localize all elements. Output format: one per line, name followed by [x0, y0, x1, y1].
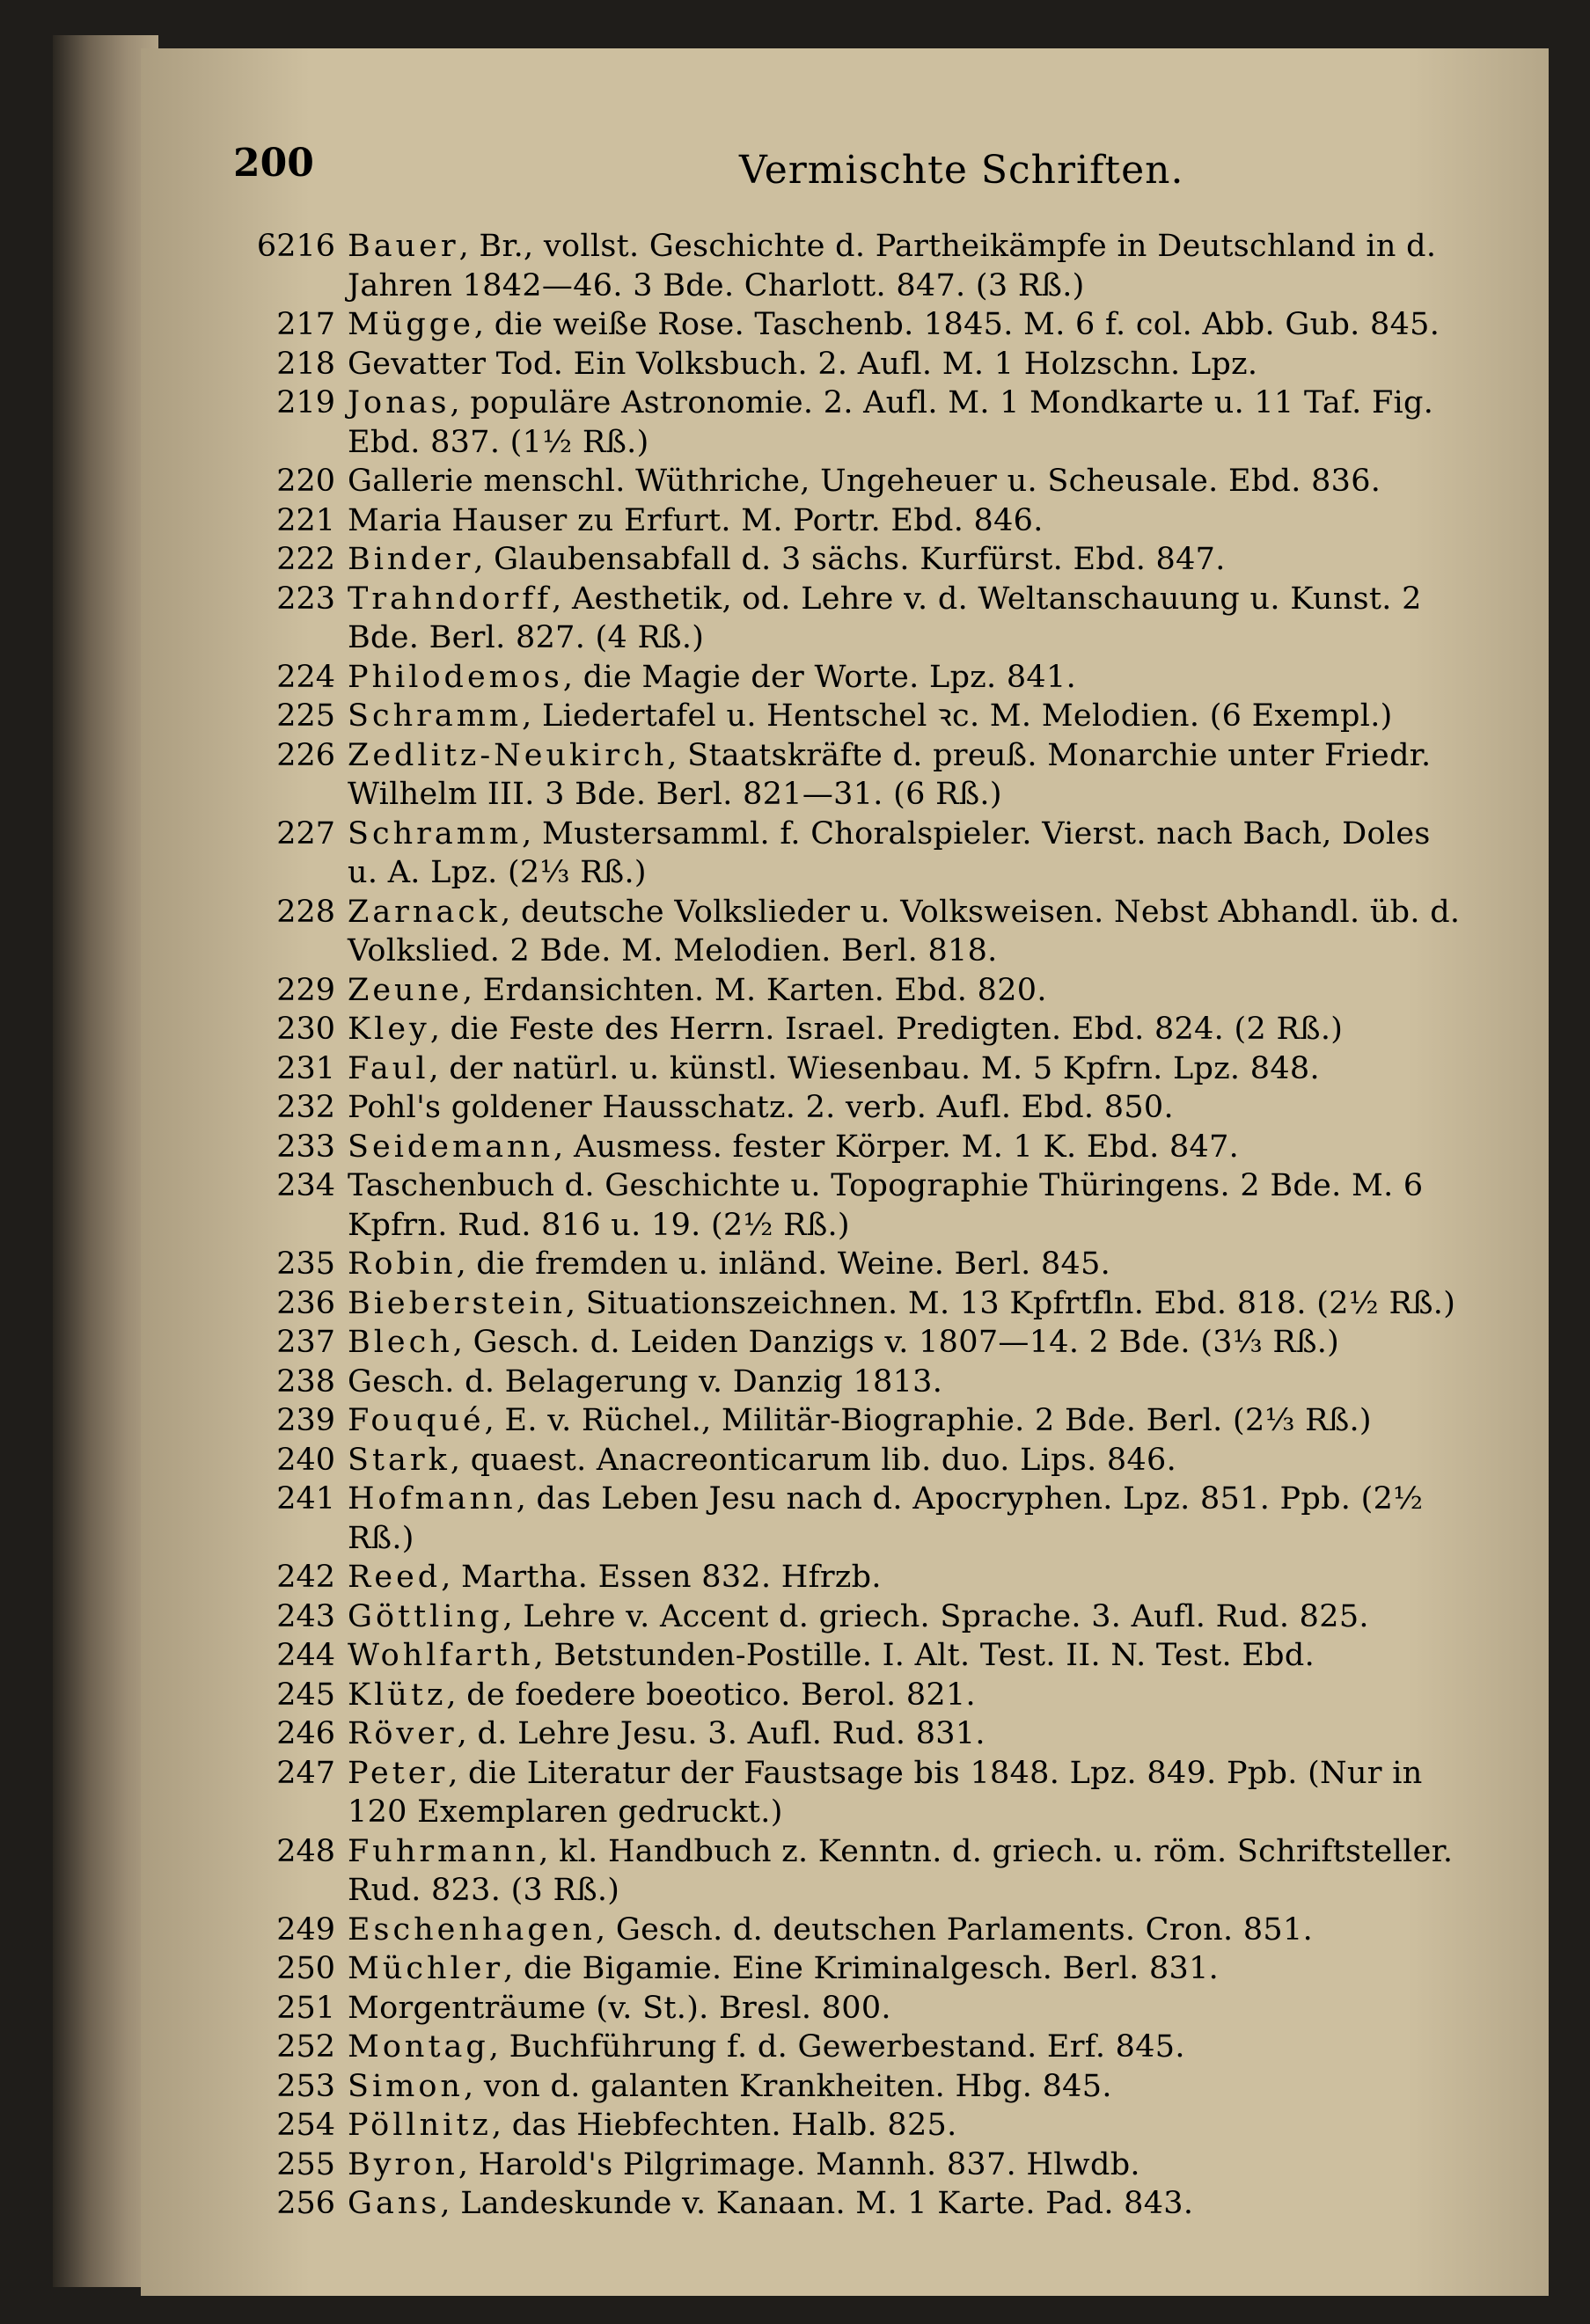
catalog-entry	[276, 1401, 1461, 1441]
entry-text	[348, 736, 1461, 815]
entry-number: 253	[276, 2068, 335, 2104]
entry-number: 235	[276, 1246, 335, 1282]
running-head: Vermischte Schriften.	[739, 148, 1184, 193]
catalog-entry	[276, 1245, 1461, 1284]
catalog-entry	[276, 1010, 1461, 1049]
entry-number: 240	[276, 1442, 335, 1478]
entry-number: 247	[276, 1755, 335, 1791]
entry-number: 256	[276, 2186, 335, 2221]
catalog-entry	[276, 2184, 1461, 2224]
catalog-entry	[276, 1128, 1461, 1167]
entry-description: , von d. galanten Krankheiten. Hbg. 845.	[463, 2068, 1112, 2104]
catalog-entry	[276, 815, 1461, 893]
entry-description: , Lehre v. Accent d. griech. Sprache. 3. Aufl. Rud. 825.	[502, 1598, 1369, 1634]
entry-author: Binder	[348, 542, 474, 577]
entry-text	[348, 384, 1461, 462]
entry-description: , die fremden u. inländ. Weine. Berl. 845.	[456, 1246, 1111, 1282]
entry-description: Gesch. d. Belagerung v. Danzig 1813.	[348, 1363, 943, 1400]
entry-description: Taschenbuch d. Geschichte u. Topographie Thüringens. 2 Bde. M. 6 Kpfrn. Rud. 816 u. 19. (2½ Rß.)	[348, 1168, 1433, 1243]
entry-author: Zeune	[348, 972, 463, 1008]
entry-author: Pöllnitz	[348, 2108, 492, 2143]
entry-description: , Erdansichten. M. Karten. Ebd. 820.	[462, 972, 1047, 1008]
entry-description: , Buchführung f. d. Gewerbestand. Erf. 845.	[488, 2029, 1185, 2065]
entry-author: Simon	[348, 2068, 464, 2104]
entry-number: 251	[276, 1990, 335, 2026]
entry-text	[348, 1911, 1461, 1950]
entry-author: Eschenhagen	[348, 1911, 596, 1948]
entry-text	[348, 1284, 1461, 1324]
entry-number: 228	[276, 894, 335, 930]
entry-number: 227	[276, 815, 335, 851]
entry-number: 236	[276, 1285, 335, 1321]
entry-number: 255	[276, 2146, 335, 2182]
entry-description: , Gesch. d. deutschen Parlaments. Cron. 851.	[595, 1911, 1313, 1948]
entry-description: Gevatter Tod. Ein Volksbuch. 2. Aufl. M. 1 Holzschn. Lpz.	[348, 346, 1258, 382]
entry-description: , deutsche Volkslieder u. Volksweisen. Nebst Abhandl. üb. d. Volkslied. 2 Bde. M. Melodien. Berl. 818.	[348, 894, 1470, 968]
catalog-entry	[276, 1676, 1461, 1715]
entry-number: 231	[276, 1050, 335, 1086]
entry-text	[348, 227, 1461, 305]
entry-text	[348, 971, 1461, 1011]
catalog-entry	[276, 1480, 1461, 1558]
entry-number: 250	[276, 1951, 335, 1986]
entry-description: Gallerie menschl. Wüthriche, Ungeheuer u. Scheusale. Ebd. 836.	[348, 464, 1381, 499]
entry-number: 224	[276, 659, 335, 695]
catalog-entry	[276, 2145, 1461, 2185]
catalog-entry	[276, 1166, 1461, 1245]
catalog-entry	[276, 540, 1461, 580]
entry-text	[348, 1010, 1461, 1049]
entry-description: , quaest. Anacreonticarum lib. duo. Lips. 846.	[450, 1442, 1177, 1478]
entry-author: Kley	[348, 1012, 430, 1047]
entry-author: Mügge	[348, 307, 474, 342]
entry-description: , der natürl. u. künstl. Wiesenbau. M. 5 Kpfrn. Lpz. 848.	[429, 1050, 1320, 1086]
entry-number: 219	[276, 385, 335, 420]
catalog-entry	[276, 1989, 1461, 2028]
entry-description: , Harold's Pilgrimage. Mannh. 837. Hlwdb.	[458, 2146, 1140, 2182]
entry-author: Fouqué	[348, 1403, 485, 1438]
entry-author: Hofmann	[348, 1481, 517, 1516]
entry-description: , d. Lehre Jesu. 3. Aufl. Rud. 831.	[457, 1716, 986, 1751]
entry-description: , die Bigamie. Eine Kriminalgesch. Berl. 831.	[503, 1951, 1220, 1986]
entry-text	[348, 1597, 1461, 1637]
entry-text	[348, 501, 1461, 541]
entry-description: , Mustersamml. f. Choralspieler. Vierst. nach Bach, Doles u. A. Lpz. (2⅓ Rß.)	[348, 815, 1441, 890]
entry-number: 238	[276, 1363, 335, 1400]
entry-description: , populäre Astronomie. 2. Aufl. M. 1 Mondkarte u. 11 Taf. Fig. Ebd. 837. (1½ Rß.)	[348, 385, 1444, 460]
entry-text	[348, 1949, 1461, 1989]
entry-description: , Aesthetik, od. Lehre v. d. Weltanschauung u. Kunst. 2 Bde. Berl. 827. (4 Rß.)	[348, 581, 1432, 655]
entry-author: Trahndorff	[348, 581, 553, 617]
entry-number: 217	[276, 307, 335, 342]
entry-text	[348, 540, 1461, 580]
entry-text	[348, 1754, 1461, 1832]
entry-author: Schramm	[348, 698, 523, 734]
catalog-entry	[276, 1049, 1461, 1089]
catalog-entry	[276, 1363, 1461, 1402]
catalog-entry	[276, 1088, 1461, 1128]
page-number: 200	[233, 141, 314, 186]
entry-text	[348, 1480, 1461, 1558]
entry-text	[348, 1245, 1461, 1284]
entry-description: , das Hiebfechten. Halb. 825.	[491, 2108, 957, 2143]
entry-author: Gans	[348, 2186, 441, 2221]
entry-number: 233	[276, 1129, 335, 1165]
catalog-entry	[276, 2106, 1461, 2145]
entry-number: 237	[276, 1325, 335, 1360]
entry-text	[348, 815, 1461, 893]
entry-author: Wohlfarth	[348, 1638, 534, 1673]
entry-number: 226	[276, 737, 335, 773]
entry-description: , E. v. Rüchel., Militär-Biographie. 2 Bde. Berl. (2⅓ Rß.)	[484, 1403, 1372, 1438]
catalog-entry	[276, 1597, 1461, 1637]
entry-author: Montag	[348, 2029, 489, 2065]
entry-number: 241	[276, 1481, 335, 1516]
entry-text	[348, 1323, 1461, 1363]
catalog-entry	[276, 1558, 1461, 1597]
entry-description: Maria Hauser zu Erfurt. M. Portr. Ebd. 846.	[348, 502, 1044, 538]
catalog-entry	[276, 1754, 1461, 1832]
entry-number: 254	[276, 2108, 335, 2143]
entry-number: 249	[276, 1911, 335, 1948]
entry-description: , das Leben Jesu nach d. Apocryphen. Lpz. 851. Ppb. (2½ Rß.)	[348, 1481, 1433, 1556]
entry-text	[348, 1676, 1461, 1715]
entry-number: 218	[276, 346, 335, 382]
catalog-entry	[276, 893, 1470, 971]
entry-description: Pohl's goldener Hausschatz. 2. verb. Aufl. Ebd. 850.	[348, 1090, 1174, 1125]
entry-description: , Situationszeichnen. M. 13 Kpfrtfln. Ebd. 818. (2½ Rß.)	[565, 1285, 1456, 1321]
catalog-entry	[276, 736, 1461, 815]
entry-description: , Martha. Essen 832. Hfrzb.	[441, 1560, 882, 1595]
entry-text	[348, 1989, 1461, 2028]
entry-author: Fuhrmann	[348, 1833, 539, 1869]
entry-author: Jonas	[348, 385, 451, 420]
entry-text	[348, 2145, 1461, 2185]
entry-description: , Liedertafel u. Hentschel ꝛc. M. Melodien. (6 Exempl.)	[522, 698, 1393, 734]
entry-text	[348, 2067, 1461, 2107]
entry-number: 243	[276, 1598, 335, 1634]
entry-text	[348, 1049, 1461, 1089]
catalog-entry	[276, 1832, 1463, 1911]
entry-text	[348, 658, 1461, 698]
entry-description: , Betstunden-Postille. I. Alt. Test. II. N. Test. Ebd.	[533, 1638, 1315, 1673]
entry-author: Peter	[348, 1755, 449, 1791]
catalog-entry	[276, 384, 1461, 462]
entry-number: 239	[276, 1403, 335, 1438]
entry-description: , Gesch. d. Leiden Danzigs v. 1807—14. 2 Bde. (3⅓ Rß.)	[452, 1325, 1340, 1360]
entry-description: , Staatskräfte d. preuß. Monarchie unter Friedr. Wilhelm III. 3 Bde. Berl. 821—31. (6 Rß.)	[348, 737, 1441, 812]
entry-number: 221	[276, 502, 335, 538]
entry-description: , kl. Handbuch z. Kenntn. d. griech. u. röm. Schriftsteller. Rud. 823. (3 Rß.)	[348, 1833, 1463, 1908]
entry-text	[348, 345, 1461, 384]
entry-author: Klütz	[348, 1677, 447, 1713]
entry-number: 245	[276, 1677, 335, 1713]
entry-author: Faul	[348, 1050, 429, 1086]
entry-number: 252	[276, 2029, 335, 2065]
entry-number: 220	[276, 464, 335, 499]
entry-number: 229	[276, 972, 335, 1008]
entry-text	[348, 1636, 1461, 1676]
entry-text	[348, 580, 1461, 658]
catalog-entry	[276, 2028, 1461, 2067]
entry-description: , die Feste des Herrn. Israel. Predigten. Ebd. 824. (2 Rß.)	[429, 1012, 1344, 1047]
catalog-entry	[276, 1284, 1461, 1324]
entry-text	[348, 1401, 1461, 1441]
catalog-entry	[276, 971, 1461, 1011]
entry-text	[348, 1441, 1461, 1480]
catalog-entry	[276, 1441, 1461, 1480]
entry-author: Zarnack	[348, 894, 502, 930]
entry-text	[348, 2106, 1461, 2145]
entry-number: 234	[276, 1168, 335, 1203]
entry-number: 230	[276, 1012, 335, 1047]
entry-author: Müchler	[348, 1951, 504, 1986]
entry-text	[348, 1128, 1461, 1167]
entry-author: Stark	[348, 1442, 451, 1478]
catalog-entry	[276, 1714, 1461, 1754]
entry-text	[348, 893, 1470, 971]
entry-author: Seidemann	[348, 1129, 554, 1165]
entry-author: Reed	[348, 1560, 442, 1595]
catalog-entry	[276, 658, 1461, 698]
catalog-entry	[276, 345, 1461, 384]
entry-author: Bauer	[348, 229, 459, 264]
catalog-entry	[276, 580, 1461, 658]
catalog-entry	[276, 1911, 1461, 1950]
entry-number: 244	[276, 1638, 335, 1673]
entry-description: , Landeskunde v. Kanaan. M. 1 Karte. Pad. 843.	[440, 2186, 1194, 2221]
entry-text	[348, 305, 1461, 345]
catalog-entry	[276, 462, 1461, 501]
entry-number: 232	[276, 1090, 335, 1125]
entry-description: , die weiße Rose. Taschenb. 1845. M. 6 f. col. Abb. Gub. 845.	[473, 307, 1440, 342]
entry-description: , Br., vollst. Geschichte d. Partheikämpfe in Deutschland in d. Jahren 1842—46. 3 Bde. Charlott. 847. (3 Rß.)	[348, 229, 1447, 303]
catalog-entry	[276, 2067, 1461, 2107]
entry-text	[348, 1088, 1461, 1128]
entry-number: 6216	[256, 229, 335, 264]
entry-text	[348, 2028, 1461, 2067]
entry-text	[348, 1166, 1461, 1245]
catalog-entry	[276, 1636, 1461, 1676]
entry-text	[348, 462, 1461, 501]
entry-author: Robin	[348, 1246, 457, 1282]
entry-number: 225	[276, 698, 335, 734]
entry-text	[348, 697, 1461, 736]
catalog-entry	[276, 1949, 1461, 1989]
entry-description: Morgenträume (v. St.). Bresl. 800.	[348, 1990, 891, 2026]
catalog-entry	[256, 227, 1461, 305]
entry-text	[348, 2184, 1461, 2224]
entry-number: 248	[276, 1833, 335, 1869]
entry-description: , die Literatur der Faustsage bis 1848. Lpz. 849. Ppb. (Nur in 120 Exemplaren gedruckt.)	[348, 1755, 1433, 1830]
entry-description: , die Magie der Worte. Lpz. 841.	[562, 659, 1076, 695]
entry-author: Zedlitz-Neukirch	[348, 737, 668, 773]
entry-author: Schramm	[348, 815, 523, 851]
catalog-entry	[276, 501, 1461, 541]
entry-author: Göttling	[348, 1598, 503, 1634]
entry-description: , Ausmess. fester Körper. M. 1 K. Ebd. 847.	[553, 1129, 1240, 1165]
entry-text	[348, 1714, 1461, 1754]
entry-author: Bieberstein	[348, 1285, 566, 1321]
entry-description: , Glaubensabfall d. 3 sächs. Kurfürst. Ebd. 847.	[473, 542, 1226, 577]
catalog-entry	[276, 1323, 1461, 1363]
entry-number: 222	[276, 542, 335, 577]
entry-text	[348, 1363, 1461, 1402]
entry-number: 223	[276, 581, 335, 617]
entry-number: 246	[276, 1716, 335, 1751]
catalog-entry-list	[256, 227, 1470, 2224]
entry-author: Byron	[348, 2146, 458, 2182]
entry-author: Blech	[348, 1325, 453, 1360]
entry-description: , de foedere boeotico. Berol. 821.	[446, 1677, 976, 1713]
catalog-entry	[276, 305, 1461, 345]
entry-author: Röver	[348, 1716, 458, 1751]
entry-text	[348, 1558, 1461, 1597]
entry-author: Philodemos	[348, 659, 563, 695]
entry-text	[348, 1832, 1461, 1911]
entry-number: 242	[276, 1560, 335, 1595]
catalog-entry	[276, 697, 1461, 736]
